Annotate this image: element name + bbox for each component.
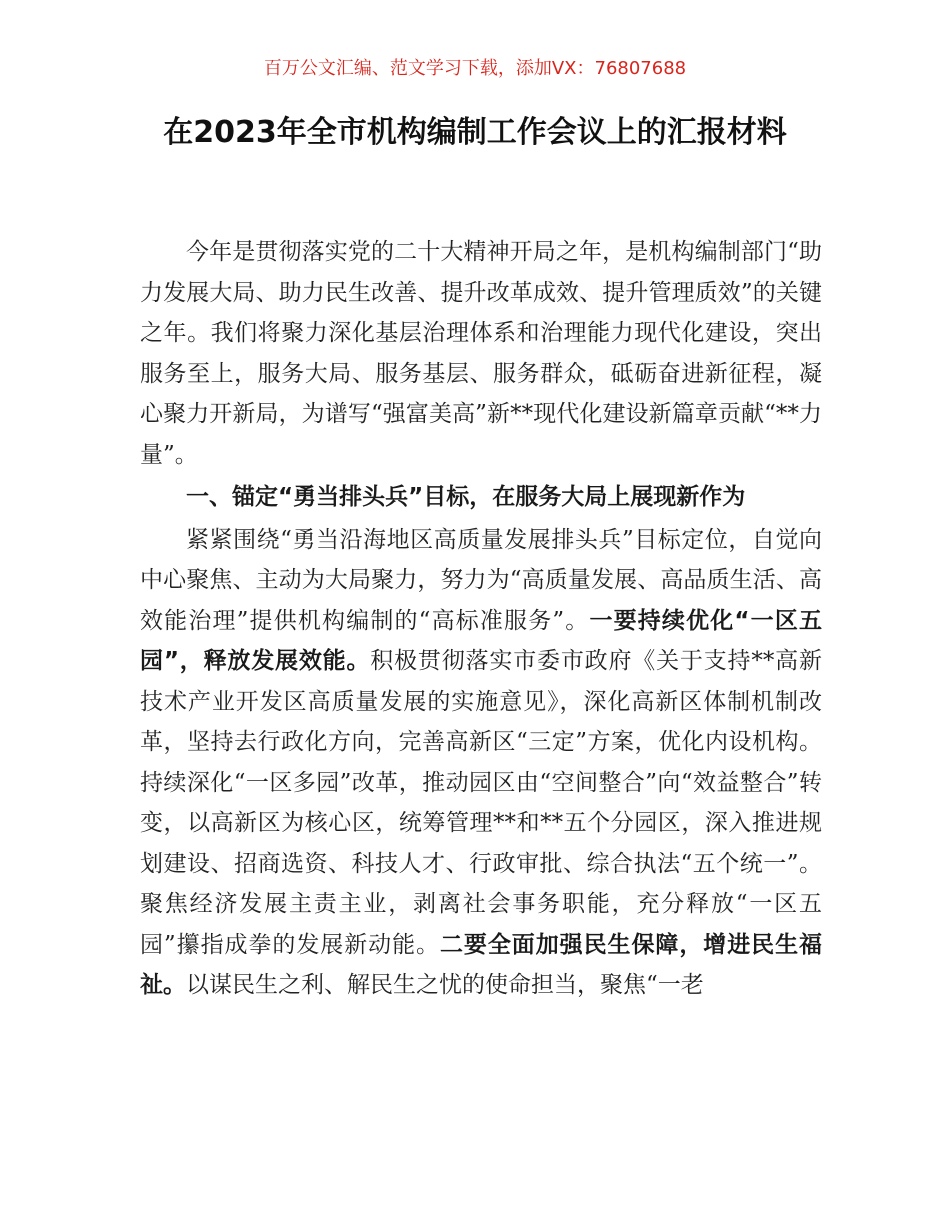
document-title: 在2023年全市机构编制工作会议上的汇报材料 xyxy=(163,115,787,150)
bold-lead-sentence: 二要全面加强民生保障，增进民生福祉。 xyxy=(140,931,823,998)
bold-lead-sentence: 一要持续优化“一区五园”，释放发展效能。 xyxy=(140,607,822,674)
paragraph-text: 以谋民生之利、解民生之忧的使命担当，聚焦“一老 xyxy=(186,972,704,998)
paragraph-text: 积极贯彻落实市委市政府《关于支持**高新技术产业开发区高质量发展的实施意见》，深化高新区体制机制改革，坚持去行政化方向，完善高新区“三定”方案，优化内设机构。持续深化“一区多园”改革，推动园区由“空间整合”向“效益整合”转变，以高新区为核心区，统筹管理**和**五个分园区，深入推进规划建设、招商选资、科技人才、行政审批、综合执法“五个统一”。聚焦经济发展主责主业，剥离社会事务职能，充分释放“一区五园”攥指成拳的发展新动能。 xyxy=(140,648,823,958)
section-paragraph xyxy=(140,520,822,1006)
header-watermark-note: 百万公文汇编、范文学习下载，添加VX：76807688 xyxy=(263,58,687,79)
document-body xyxy=(140,232,822,1006)
intro-paragraph: 今年是贯彻落实党的二十大精神开局之年，是机构编制部门“助力发展大局、助力民生改善、提升改革成效、提升管理质效”的关键之年。我们将聚力深化基层治理体系和治理能力现代化建设，突出服务至上，服务大局、服务基层、服务群众，砥砺奋进新征程，凝心聚力开新局，为谱写“强富美高”新**现代化建设新篇章贡献“**力量”。 xyxy=(140,239,822,468)
section-heading: 一、锚定“勇当排头兵”目标，在服务大局上展现新作为 xyxy=(186,484,746,510)
paragraph-text: 紧紧围绕“勇当沿海地区高质量发展排头兵”目标定位，自觉向中心聚焦、主动为大局聚力，努力为“高质量发展、高品质生活、高效能治理”提供机构编制的“高标准服务”。 xyxy=(140,526,822,634)
